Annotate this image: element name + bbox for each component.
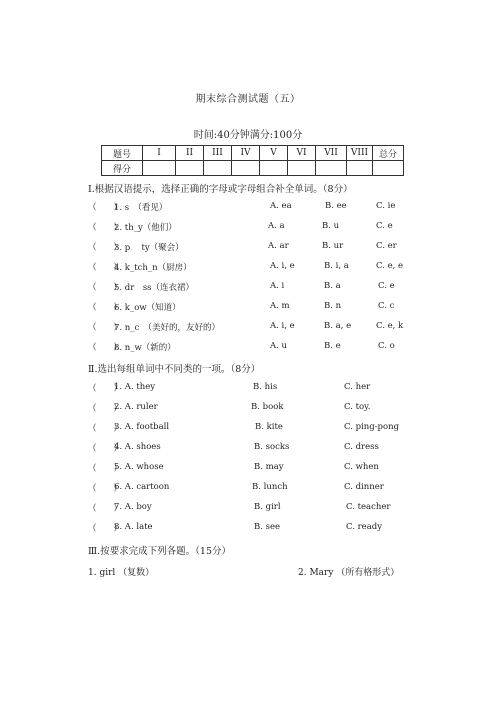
header-cell: IV bbox=[232, 146, 260, 161]
score-cell[interactable] bbox=[204, 161, 232, 176]
score-cell[interactable] bbox=[288, 161, 316, 176]
option-c: C. e, e bbox=[376, 261, 404, 271]
answer-blank[interactable]: （ ） bbox=[88, 444, 123, 454]
option-b: B. lunch bbox=[252, 482, 288, 492]
option-c: C. ping-pong bbox=[344, 422, 400, 432]
answer-blank[interactable]: （ ） bbox=[88, 404, 123, 414]
question-row bbox=[88, 261, 418, 275]
score-cell[interactable] bbox=[373, 161, 404, 176]
answer-blank[interactable]: （ ） bbox=[88, 243, 123, 253]
answer-blank[interactable]: （ ） bbox=[88, 283, 123, 293]
option-b: B. i, a bbox=[324, 261, 349, 271]
question-row bbox=[88, 221, 418, 235]
question-row bbox=[88, 402, 418, 416]
score-row-label: 得分 bbox=[102, 161, 143, 176]
question-row bbox=[88, 565, 408, 579]
option-b: B. a bbox=[324, 281, 341, 291]
question-row bbox=[88, 482, 418, 496]
header-cell: VIII bbox=[347, 146, 373, 161]
option-c: C. ready bbox=[346, 522, 383, 532]
question-row bbox=[88, 201, 418, 215]
question-text: 7. A. boy bbox=[114, 502, 152, 512]
option-c: C. her bbox=[344, 382, 371, 392]
option-b: B. may bbox=[254, 462, 284, 472]
answer-blank[interactable]: （ ） bbox=[88, 504, 123, 514]
question-row bbox=[88, 382, 418, 396]
question-text: 3. A. football bbox=[114, 422, 170, 432]
option-b: B. his bbox=[253, 382, 278, 392]
question-text: 7. n_c （美好的，友好的） bbox=[114, 323, 221, 333]
answer-blank[interactable]: （ ） bbox=[88, 384, 123, 394]
question-row bbox=[88, 241, 418, 255]
question-text: 4. A. shoes bbox=[114, 442, 161, 452]
question-row bbox=[88, 301, 418, 315]
option-c: C. dress bbox=[344, 442, 379, 452]
option-a: A. i, e bbox=[270, 321, 295, 331]
option-b: B. girl bbox=[254, 502, 281, 512]
score-cell[interactable] bbox=[143, 161, 176, 176]
answer-blank[interactable]: （ ） bbox=[88, 343, 123, 353]
question-text: 3. p ty（聚会） bbox=[114, 243, 184, 253]
question-text: 2. th_y（他们） bbox=[114, 223, 177, 233]
answer-blank[interactable]: （ ） bbox=[88, 424, 123, 434]
option-b: B. socks bbox=[254, 442, 290, 452]
question-row bbox=[88, 321, 418, 335]
score-table-score-row bbox=[102, 161, 404, 176]
option-c: C. dinner bbox=[344, 482, 384, 492]
answer-blank[interactable]: （ ） bbox=[88, 484, 123, 494]
header-cell: V bbox=[260, 146, 288, 161]
question-text: 2. A. ruler bbox=[114, 402, 158, 412]
question-row bbox=[88, 281, 418, 295]
header-cell: II bbox=[176, 146, 204, 161]
option-c: C. o bbox=[378, 341, 395, 351]
header-cell: III bbox=[204, 146, 232, 161]
option-b: B. u bbox=[322, 221, 340, 231]
score-cell[interactable] bbox=[260, 161, 288, 176]
section3-heading: Ⅲ.按要求完成下列各题。（15分） bbox=[88, 546, 232, 557]
answer-blank[interactable]: （ ） bbox=[88, 263, 123, 273]
answer-blank[interactable]: （ ） bbox=[88, 464, 123, 474]
question-text: 5. A. whose bbox=[114, 462, 164, 472]
question-text: 8. A. late bbox=[114, 522, 153, 532]
option-c: C. e bbox=[376, 221, 393, 231]
score-cell[interactable] bbox=[316, 161, 347, 176]
option-b: B. see bbox=[254, 522, 281, 532]
option-a: A. m bbox=[270, 301, 290, 311]
option-b: B. ur bbox=[322, 241, 344, 251]
option-b: B. book bbox=[251, 402, 284, 412]
option-b: B. n bbox=[324, 301, 342, 311]
question-text: 1. s （看见） bbox=[114, 203, 168, 213]
section2-heading: Ⅱ.选出每组单词中不同类的一项。（8分） bbox=[88, 364, 261, 375]
answer-blank[interactable]: （ ） bbox=[88, 303, 123, 313]
time-and-score: 时间:40分钟满分:100分 bbox=[193, 130, 303, 141]
question-text: 4. k_tch_n（厨房） bbox=[114, 263, 192, 273]
option-a: A. i, e bbox=[270, 261, 295, 271]
option-a: A. ea bbox=[270, 201, 292, 211]
score-cell[interactable] bbox=[232, 161, 260, 176]
score-cell[interactable] bbox=[176, 161, 204, 176]
question-text: 1. A. they bbox=[114, 382, 156, 392]
option-b: B. e bbox=[324, 341, 341, 351]
score-table-header-row bbox=[102, 146, 404, 161]
option-a: A. i bbox=[270, 281, 285, 291]
option-a: A. u bbox=[270, 341, 288, 351]
score-table bbox=[101, 145, 404, 176]
page-title: 期末综合测试题（五） bbox=[195, 94, 301, 105]
question-text: 8. n_w（新的） bbox=[114, 343, 176, 353]
option-a: A. a bbox=[268, 221, 285, 231]
question-text: 5. dr ss（连衣裙） bbox=[114, 283, 195, 293]
question-row bbox=[88, 442, 418, 456]
question-text: 1. girl （复数） bbox=[88, 568, 155, 578]
option-b: B. ee bbox=[325, 201, 347, 211]
section1-heading: Ⅰ.根据汉语提示，选择正确的字母或字母组合补全单词。（8分） bbox=[88, 184, 353, 195]
question-row bbox=[88, 502, 418, 516]
question-text: 6. A. cartoon bbox=[114, 482, 170, 492]
answer-blank[interactable]: （ ） bbox=[88, 223, 123, 233]
option-c: C. ie bbox=[376, 201, 396, 211]
question-row bbox=[88, 522, 418, 536]
header-cell: VI bbox=[288, 146, 316, 161]
header-cell: VII bbox=[316, 146, 347, 161]
option-c: C. er bbox=[376, 241, 397, 251]
option-c: C. e, k bbox=[376, 321, 404, 331]
option-c: C. when bbox=[344, 462, 379, 472]
header-cell: 题号 bbox=[102, 146, 143, 161]
answer-blank[interactable]: （ ） bbox=[88, 524, 123, 534]
question-row bbox=[88, 462, 418, 476]
option-b: B. kite bbox=[255, 422, 283, 432]
option-b: B. a, e bbox=[324, 321, 352, 331]
header-cell: I bbox=[143, 146, 176, 161]
score-cell[interactable] bbox=[347, 161, 373, 176]
option-c: C. teacher bbox=[346, 502, 391, 512]
question-row bbox=[88, 422, 418, 436]
option-c: C. toy. bbox=[344, 402, 371, 412]
answer-blank[interactable]: （ ） bbox=[88, 203, 123, 213]
answer-blank[interactable]: （ ） bbox=[88, 323, 123, 333]
option-c: C. e bbox=[378, 281, 395, 291]
option-a: A. ar bbox=[268, 241, 289, 251]
question-text: 2. Mary （所有格形式） bbox=[298, 568, 400, 578]
option-c: C. c bbox=[378, 301, 395, 311]
header-cell: 总分 bbox=[373, 146, 404, 161]
question-text: 6. k_ow（知道） bbox=[114, 303, 181, 313]
question-row bbox=[88, 341, 418, 355]
